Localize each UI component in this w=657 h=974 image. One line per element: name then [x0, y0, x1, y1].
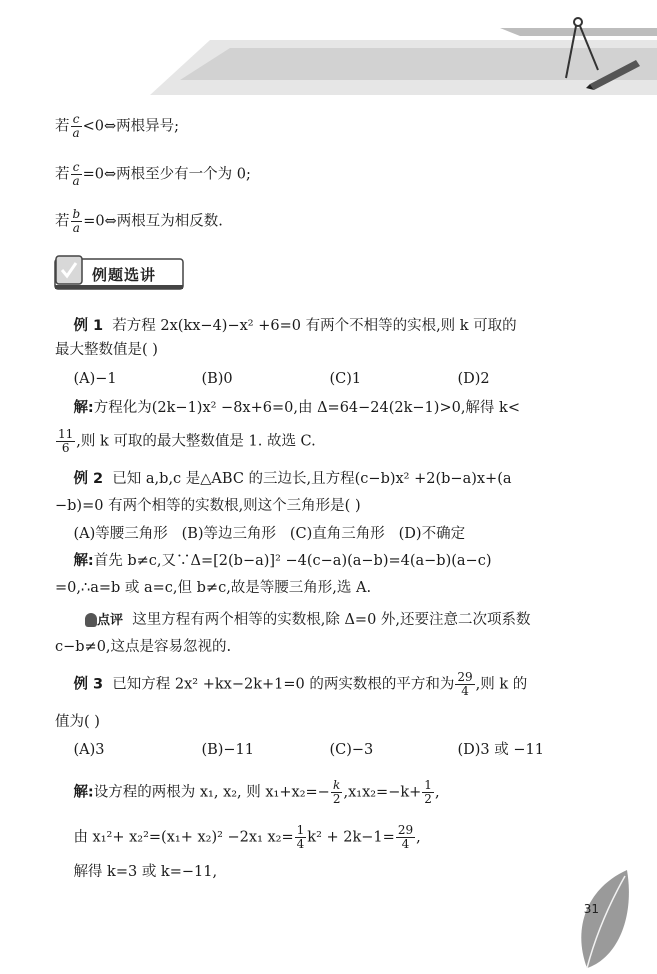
- example-3-solution-cont: 由 x₁²+ x₂²=(x₁+ x₂)² −2x₁ x₂= $\frac{1}{4}$ k² + 2k−1= $\frac{29}{4}$ ,: [73, 823, 421, 851]
- example-2-question-cont: −b)=0 有两个相等的实数根,则这个三角形是( ): [55, 498, 361, 514]
- fraction: $\frac{11}{6}$: [58, 427, 74, 455]
- comment-tag: 点评: [97, 613, 124, 628]
- fraction: $\frac{1}{4}$: [296, 823, 305, 851]
- fraction: $\frac{1}{2}$: [424, 778, 432, 806]
- condition-line-3: 若 $\frac{b}{a}$ =0⇔两根互为相反数.: [55, 207, 223, 235]
- fraction: $\frac{c}{a}$: [72, 112, 80, 140]
- fraction: $\frac{29}{4}$: [397, 823, 414, 851]
- example-2-question: 例 2 已知 a,b,c 是△ABC 的三边长,且方程(c−b)x² +2(b−a)x+(a: [73, 471, 512, 487]
- fraction: $\frac{29}{4}$: [457, 670, 473, 698]
- page-number: 31: [583, 902, 599, 916]
- example-2-solution-cont: =0,∴a=b 或 a=c,但 b≠c,故是等腰三角形,选 A.: [55, 580, 372, 596]
- example-3-options: (A)3 (B)−11 (C)−3 (D)3 或 −11: [73, 742, 544, 758]
- comment-block-cont: c−b≠0,这点是容易忽视的.: [55, 639, 232, 655]
- condition-line-1: 若 $\frac{c}{a}$ <0⇔两根异号;: [55, 112, 180, 140]
- example-1-question: 例 1 若方程 2x(kx−4)−x² +6=0 有两个不相等的实根,则 k 可取的: [73, 318, 517, 334]
- fraction: $\frac{c}{a}$: [72, 160, 80, 188]
- example-2-solution: 解:首先 b≠c,又∵Δ=[2(b−a)]² −4(c−a)(a−b)=4(a−b)(a−c): [73, 553, 492, 569]
- example-3-solution: 解:设方程的两根为 x₁, x₂, 则 x₁+x₂=− $\frac{k}{2}$ ,x₁x₂=−k+ $\frac{1}{2}$ ,: [73, 778, 440, 806]
- leaf-icon: [567, 868, 637, 974]
- example-3-solution-end: 解得 k=3 或 k=−11,: [73, 864, 218, 880]
- lightbulb-icon: [85, 613, 97, 627]
- section-title: 例题选讲: [92, 266, 157, 284]
- example-1-solution: 解:方程化为(2k−1)x² −8x+6=0,由 Δ=64−24(2k−1)>0,解得 k<: [73, 400, 520, 416]
- example-1-solution-cont: $\frac{11}{6}$ ,则 k 可取的最大整数值是 1. 故选 C.: [58, 427, 316, 455]
- example-3-question-cont: 值为( ): [55, 714, 100, 730]
- example-1-options: (A)−1 (B)0 (C)1 (D)2: [73, 371, 490, 387]
- condition-line-2: 若 $\frac{c}{a}$ =0⇔两根至少有一个为 0;: [55, 160, 251, 188]
- comment-block: 点评 这里方程有两个相等的实数根,除 Δ=0 外,还要注意二次项系数: [55, 610, 627, 631]
- example-1-question-cont: 最大整数值是( ): [55, 342, 158, 358]
- fraction: $\frac{b}{a}$: [72, 207, 81, 235]
- header-decoration: [0, 0, 657, 100]
- example-3-question: 例 3 已知方程 2x² +kx−2k+1=0 的两实数根的平方和为 $\frac{29}{4}$ ,则 k 的: [73, 670, 528, 698]
- fraction: $\frac{k}{2}$: [332, 778, 341, 806]
- example-2-options: (A)等腰三角形 (B)等边三角形 (C)直角三角形 (D)不确定: [73, 526, 466, 542]
